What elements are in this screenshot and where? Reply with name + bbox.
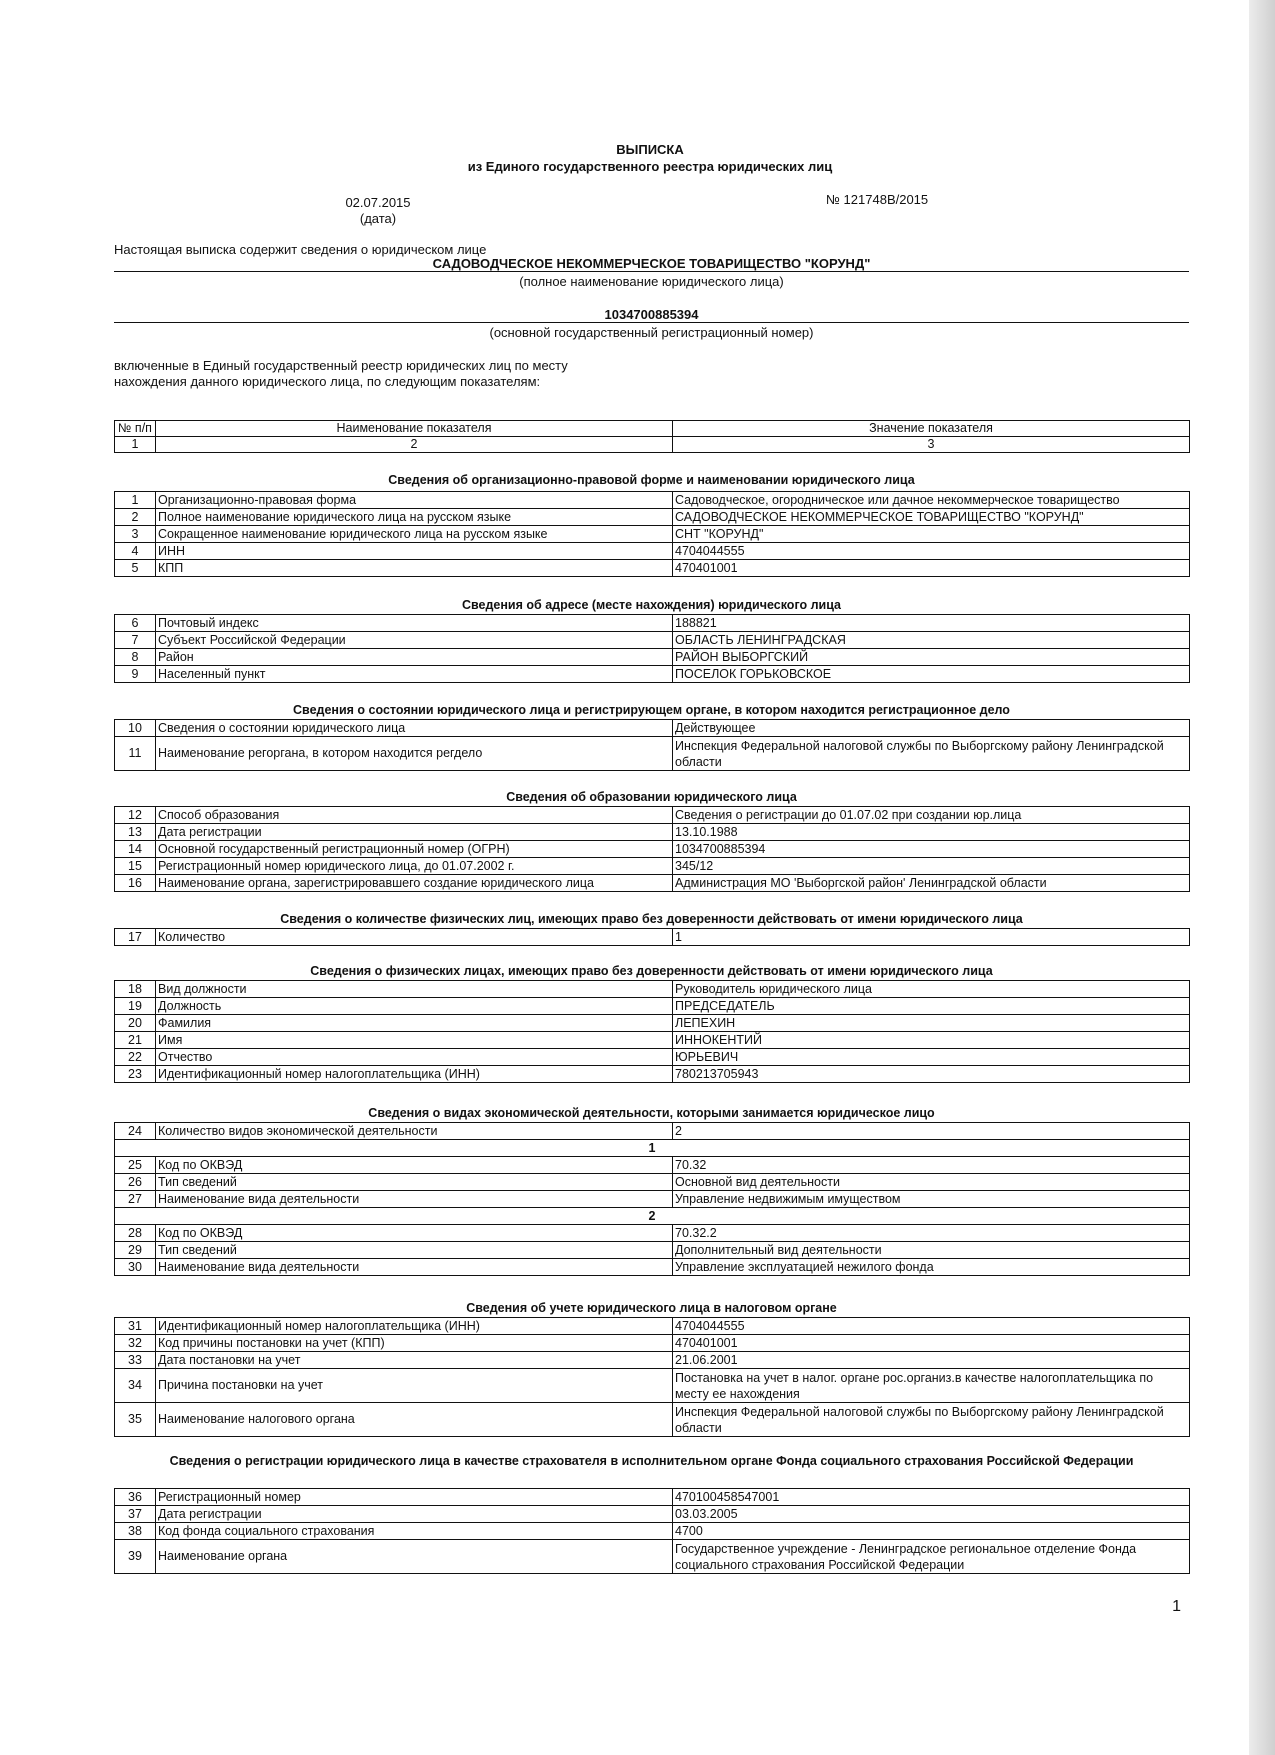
row-number: 17 — [115, 929, 156, 946]
row-value: 03.03.2005 — [673, 1506, 1190, 1523]
row-number: 3 — [115, 526, 156, 543]
row-value: Администрация МО 'Выборгской район' Ленинградской области — [673, 875, 1190, 892]
table-row — [115, 649, 1190, 666]
row-name: Основной государственный регистрационный номер (ОГРН) — [156, 841, 673, 858]
row-number: 6 — [115, 615, 156, 632]
row-value: Основной вид деятельности — [673, 1174, 1190, 1191]
row-number: 28 — [115, 1225, 156, 1242]
row-name: Дата регистрации — [156, 1506, 673, 1523]
row-name: Полное наименование юридического лица на русском языке — [156, 509, 673, 526]
table-row — [115, 492, 1190, 509]
section-table — [114, 1488, 1190, 1574]
row-value: Руководитель юридического лица — [673, 981, 1190, 998]
table-row — [115, 1140, 1190, 1157]
row-name: Организационно-правовая форма — [156, 492, 673, 509]
doc-subtitle: из Единого государственного реестра юридических лиц — [467, 159, 833, 174]
row-number: 24 — [115, 1123, 156, 1140]
row-name: Тип сведений — [156, 1242, 673, 1259]
row-number: 32 — [115, 1335, 156, 1352]
row-name: Должность — [156, 998, 673, 1015]
row-number: 13 — [115, 824, 156, 841]
row-number: 1 — [115, 492, 156, 509]
row-name: Имя — [156, 1032, 673, 1049]
row-number: 33 — [115, 1352, 156, 1369]
row-value: Дополнительный вид деятельности — [673, 1242, 1190, 1259]
row-number: 23 — [115, 1066, 156, 1083]
table-row — [115, 737, 1190, 771]
row-value: Сведения о регистрации до 01.07.02 при создании юр.лица — [673, 807, 1190, 824]
row-name: Регистрационный номер — [156, 1489, 673, 1506]
row-name: Почтовый индекс — [156, 615, 673, 632]
row-value: ИННОКЕНТИЙ — [673, 1032, 1190, 1049]
row-value: 4704044555 — [673, 1318, 1190, 1335]
table-row — [115, 543, 1190, 560]
section-table — [114, 491, 1190, 577]
row-value: ОБЛАСТЬ ЛЕНИНГРАДСКАЯ — [673, 632, 1190, 649]
row-name: Наименование налогового органа — [156, 1403, 673, 1437]
table-row — [115, 1015, 1190, 1032]
entity-name: САДОВОДЧЕСКОЕ НЕКОММЕРЧЕСКОЕ ТОВАРИЩЕСТВО "КОРУНД" — [432, 256, 871, 271]
table-row — [115, 1540, 1190, 1574]
row-name: ИНН — [156, 543, 673, 560]
row-value: РАЙОН ВЫБОРГСКИЙ — [673, 649, 1190, 666]
ogrn-rule — [114, 322, 1189, 323]
row-name: Фамилия — [156, 1015, 673, 1032]
page-number: 1 — [1172, 1598, 1181, 1615]
table-row — [115, 1352, 1190, 1369]
table-row — [115, 1123, 1190, 1140]
row-value: 345/12 — [673, 858, 1190, 875]
row-name: Населенный пункт — [156, 666, 673, 683]
row-value: 70.32 — [673, 1157, 1190, 1174]
row-value: Управление эксплуатацией нежилого фонда — [673, 1259, 1190, 1276]
table-row — [115, 666, 1190, 683]
ogrn-value: 1034700885394 — [604, 307, 699, 322]
row-number: 31 — [115, 1318, 156, 1335]
table-row — [115, 526, 1190, 543]
row-number: 19 — [115, 998, 156, 1015]
row-value: ПОСЕЛОК ГОРЬКОВСКОЕ — [673, 666, 1190, 683]
row-value: 188821 — [673, 615, 1190, 632]
row-name: Наименование органа, зарегистрировавшего создание юридического лица — [156, 875, 673, 892]
row-number: 15 — [115, 858, 156, 875]
row-name: Наименование органа — [156, 1540, 673, 1574]
row-name: Вид должности — [156, 981, 673, 998]
header-index-2: 2 — [156, 437, 673, 453]
row-name: Дата регистрации — [156, 824, 673, 841]
row-number: 5 — [115, 560, 156, 577]
table-row — [115, 1369, 1190, 1403]
table-row — [115, 841, 1190, 858]
row-number: 8 — [115, 649, 156, 666]
section-table — [114, 1122, 1190, 1276]
section-title: Сведения об образовании юридического лица — [506, 790, 797, 804]
row-name: Количество видов экономической деятельности — [156, 1123, 673, 1140]
row-name: Код по ОКВЭД — [156, 1157, 673, 1174]
row-number: 21 — [115, 1032, 156, 1049]
row-value: ПРЕДСЕДАТЕЛЬ — [673, 998, 1190, 1015]
row-value: 4700 — [673, 1523, 1190, 1540]
table-row — [115, 1049, 1190, 1066]
row-name: Отчество — [156, 1049, 673, 1066]
row-name: Район — [156, 649, 673, 666]
intro-line2: включенные в Единый государственный реестр юридических лиц по месту — [114, 358, 568, 373]
row-number: 9 — [115, 666, 156, 683]
row-name: Способ образования — [156, 807, 673, 824]
section-table — [114, 980, 1190, 1083]
row-number: 22 — [115, 1049, 156, 1066]
row-value: СНТ "КОРУНД" — [673, 526, 1190, 543]
row-number: 7 — [115, 632, 156, 649]
row-value: Действующее — [673, 720, 1190, 737]
row-value: 780213705943 — [673, 1066, 1190, 1083]
table-row — [115, 509, 1190, 526]
row-number: 37 — [115, 1506, 156, 1523]
row-value: ЛЕПЕХИН — [673, 1015, 1190, 1032]
row-number: 25 — [115, 1157, 156, 1174]
table-row — [115, 1208, 1190, 1225]
row-number: 16 — [115, 875, 156, 892]
row-name: Субъект Российской Федерации — [156, 632, 673, 649]
row-value: Управление недвижимым имуществом — [673, 1191, 1190, 1208]
table-row — [115, 824, 1190, 841]
table-row — [115, 929, 1190, 946]
table-row — [115, 1506, 1190, 1523]
row-name: Код причины постановки на учет (КПП) — [156, 1335, 673, 1352]
header-index-3: 3 — [673, 437, 1190, 453]
row-value: 21.06.2001 — [673, 1352, 1190, 1369]
row-number: 29 — [115, 1242, 156, 1259]
entity-name-rule — [114, 271, 1189, 272]
row-number: 2 — [115, 509, 156, 526]
row-value: 470401001 — [673, 1335, 1190, 1352]
row-value: САДОВОДЧЕСКОЕ НЕКОММЕРЧЕСКОЕ ТОВАРИЩЕСТВО "КОРУНД" — [673, 509, 1190, 526]
row-number: 14 — [115, 841, 156, 858]
row-value: 1 — [673, 929, 1190, 946]
table-row — [115, 1157, 1190, 1174]
table-row — [115, 1032, 1190, 1049]
row-value: Постановка на учет в налог. органе рос.организ.в качестве налогоплательщика по месту ее нахождения — [673, 1369, 1190, 1403]
row-number: 4 — [115, 543, 156, 560]
doc-title: ВЫПИСКА — [616, 142, 684, 157]
row-number: 35 — [115, 1403, 156, 1437]
section-table — [114, 928, 1190, 946]
section-table — [114, 719, 1190, 771]
row-name: Наименование вида деятельности — [156, 1259, 673, 1276]
table-row — [115, 1225, 1190, 1242]
row-name: Причина постановки на учет — [156, 1369, 673, 1403]
row-name: Регистрационный номер юридического лица, до 01.07.2002 г. — [156, 858, 673, 875]
section-title: Сведения о физических лицах, имеющих право без доверенности действовать от имени юридического лица — [310, 964, 993, 978]
row-name: Код фонда социального страхования — [156, 1523, 673, 1540]
table-row — [115, 1523, 1190, 1540]
header-col-number: № п/п — [115, 421, 156, 437]
row-number: 26 — [115, 1174, 156, 1191]
intro-line3: нахождения данного юридического лица, по следующим показателям: — [114, 374, 541, 389]
row-value: Садоводческое, огородническое или дачное некоммерческое товарищество — [673, 492, 1190, 509]
row-name: Код по ОКВЭД — [156, 1225, 673, 1242]
table-row — [115, 720, 1190, 737]
section-title: Сведения о количестве физических лиц, имеющих право без доверенности действовать от имени юридического лица — [280, 912, 1023, 926]
row-name: Сокращенное наименование юридического лица на русском языке — [156, 526, 673, 543]
row-number: 12 — [115, 807, 156, 824]
entity-name-caption: (полное наименование юридического лица) — [519, 274, 784, 289]
table-row — [115, 1489, 1190, 1506]
section-title: Сведения об учете юридического лица в налоговом органе — [466, 1301, 837, 1315]
doc-date-caption: (дата) — [359, 211, 397, 226]
row-value: 4704044555 — [673, 543, 1190, 560]
row-value: Инспекция Федеральной налоговой службы по Выборгскому району Ленинградской области — [673, 737, 1190, 771]
section-title: Сведения об организационно-правовой форме и наименовании юридического лица — [388, 473, 915, 487]
table-row — [115, 807, 1190, 824]
row-name: КПП — [156, 560, 673, 577]
section-title: Сведения о состоянии юридического лица и регистрирующем органе, в котором находится регистрационное дело — [293, 703, 1010, 717]
section-table — [114, 806, 1190, 892]
row-value: 2 — [673, 1123, 1190, 1140]
table-row — [115, 560, 1190, 577]
table-row — [115, 1259, 1190, 1276]
table-row — [115, 998, 1190, 1015]
intro-line1: Настоящая выписка содержит сведения о юридическом лице — [114, 242, 487, 257]
row-name: Идентификационный номер налогоплательщика (ИНН) — [156, 1318, 673, 1335]
subgroup-number: 1 — [115, 1140, 1190, 1157]
section-title: Сведения об адресе (месте нахождения) юридического лица — [461, 598, 842, 612]
row-value: 70.32.2 — [673, 1225, 1190, 1242]
header-index-1: 1 — [115, 437, 156, 453]
table-row — [115, 981, 1190, 998]
table-row — [115, 1335, 1190, 1352]
table-row — [115, 632, 1190, 649]
row-value: Государственное учреждение - Ленинградское региональное отделение Фонда социального страхования Российской Федерации — [673, 1540, 1190, 1574]
row-value: 13.10.1988 — [673, 824, 1190, 841]
row-number: 38 — [115, 1523, 156, 1540]
section-title: Сведения о видах экономической деятельности, которыми занимается юридическое лицо — [368, 1106, 935, 1120]
row-name: Наименование вида деятельности — [156, 1191, 673, 1208]
row-value: 470100458547001 — [673, 1489, 1190, 1506]
row-number: 18 — [115, 981, 156, 998]
row-number: 30 — [115, 1259, 156, 1276]
row-name: Наименование регоргана, в котором находится регдело — [156, 737, 673, 771]
table-row — [115, 1403, 1190, 1437]
row-name: Тип сведений — [156, 1174, 673, 1191]
row-name: Идентификационный номер налогоплательщика (ИНН) — [156, 1066, 673, 1083]
row-value: Инспекция Федеральной налоговой службы по Выборгскому району Ленинградской области — [673, 1403, 1190, 1437]
table-row — [115, 615, 1190, 632]
ogrn-caption: (основной государственный регистрационный номер) — [489, 325, 814, 340]
section-title: Сведения о регистрации юридического лица в качестве страхователя в исполнительном органе Фонда социального страхования Российской Федерации — [169, 1454, 1134, 1468]
table-row — [115, 1191, 1190, 1208]
table-row — [115, 875, 1190, 892]
row-number: 36 — [115, 1489, 156, 1506]
row-number: 34 — [115, 1369, 156, 1403]
section-table — [114, 614, 1190, 683]
section-table — [114, 1317, 1190, 1437]
table-row — [115, 1174, 1190, 1191]
row-number: 39 — [115, 1540, 156, 1574]
doc-date: 02.07.2015 — [345, 195, 411, 210]
table-row — [115, 1318, 1190, 1335]
table-header — [114, 420, 1190, 453]
subgroup-number: 2 — [115, 1208, 1190, 1225]
row-number: 20 — [115, 1015, 156, 1032]
row-name: Количество — [156, 929, 673, 946]
row-value: 1034700885394 — [673, 841, 1190, 858]
doc-number: № 121748В/2015 — [826, 192, 929, 207]
table-row — [115, 858, 1190, 875]
row-number: 27 — [115, 1191, 156, 1208]
row-name: Сведения о состоянии юридического лица — [156, 720, 673, 737]
row-name: Дата постановки на учет — [156, 1352, 673, 1369]
header-col-value: Значение показателя — [673, 421, 1190, 437]
row-value: 470401001 — [673, 560, 1190, 577]
row-number: 11 — [115, 737, 156, 771]
row-value: ЮРЬЕВИЧ — [673, 1049, 1190, 1066]
row-number: 10 — [115, 720, 156, 737]
table-row — [115, 1242, 1190, 1259]
table-row — [115, 1066, 1190, 1083]
header-col-name: Наименование показателя — [156, 421, 673, 437]
